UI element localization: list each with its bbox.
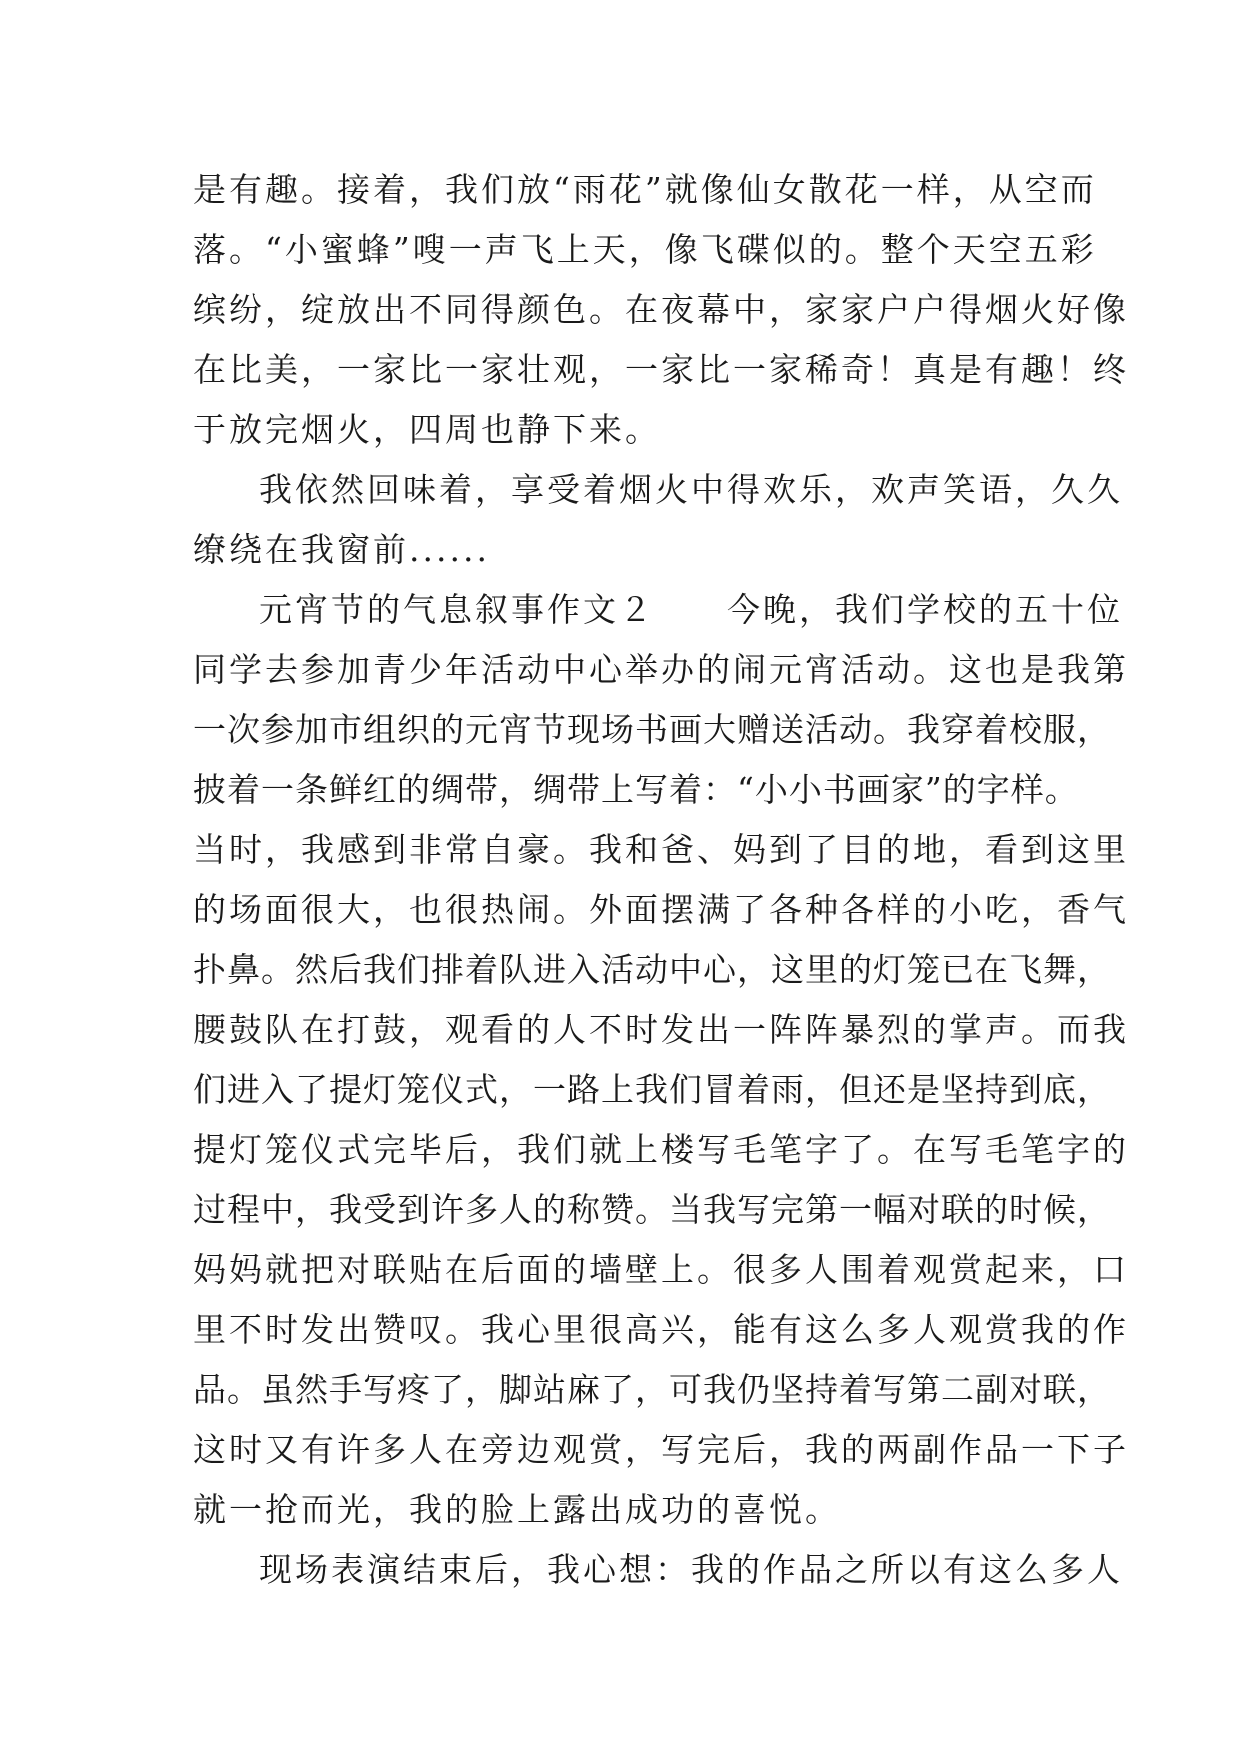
text-line: 同学去参加青少年活动中心举办的闹元宵活动。这也是我第 [193, 650, 1129, 689]
paragraph-start-line: 我依然回味着，享受着烟火中得欢乐，欢声笑语，久久 [259, 470, 1123, 509]
text-line: 品。虽然手写疼了，脚站麻了，可我仍坚持着写第二副对联， [193, 1370, 1111, 1409]
text-line: 是有趣。接着，我们放“雨花”就像仙女散花一样，从空而 [193, 170, 1097, 209]
text-line: 过程中，我受到许多人的称赞。当我写完第一幅对联的时候， [193, 1190, 1111, 1229]
text-line: 妈妈就把对联贴在后面的墙壁上。很多人围着观赏起来，口 [193, 1250, 1129, 1289]
text-line: 扑鼻。然后我们排着队进入活动中心，这里的灯笼已在飞舞， [193, 950, 1111, 989]
paragraph-start-line: 现场表演结束后，我心想：我的作品之所以有这么多人 [259, 1550, 1123, 1589]
text-line: 腰鼓队在打鼓，观看的人不时发出一阵阵暴烈的掌声。而我 [193, 1010, 1129, 1049]
text-line: 里不时发出赞叹。我心里很高兴，能有这么多人观赏我的作 [193, 1310, 1129, 1349]
text-line: 的场面很大，也很热闹。外面摆满了各种各样的小吃，香气 [193, 890, 1129, 929]
text-line: 就一抢而光，我的脸上露出成功的喜悦。 [193, 1490, 841, 1529]
text-line: 提灯笼仪式完毕后，我们就上楼写毛笔字了。在写毛笔字的 [193, 1130, 1129, 1169]
text-line: 这时又有许多人在旁边观赏，写完后，我的两副作品一下子 [193, 1430, 1129, 1469]
text-line: 缤纷，绽放出不同得颜色。在夜幕中，家家户户得烟火好像 [193, 290, 1129, 329]
text-line: 落。“小蜜蜂”嗖一声飞上天，像飞碟似的。整个天空五彩 [193, 230, 1097, 269]
essay-text [193, 160, 1129, 1600]
text-line: 当时，我感到非常自豪。我和爸、妈到了目的地，看到这里 [193, 830, 1129, 869]
text-line: 披着一条鲜红的绸带，绸带上写着：“小小书画家”的字样。 [193, 770, 1079, 809]
text-line: 缭绕在我窗前...... [193, 530, 490, 569]
text-line: 们进入了提灯笼仪式，一路上我们冒着雨，但还是坚持到底， [193, 1070, 1111, 1109]
essay-heading-line: 元宵节的气息叙事作文２ 今晚，我们学校的五十位 [259, 590, 1123, 629]
text-line: 在比美，一家比一家壮观，一家比一家稀奇！真是有趣！终 [193, 350, 1129, 389]
text-line: 一次参加市组织的元宵节现场书画大赠送活动。我穿着校服， [193, 710, 1111, 749]
text-line: 于放完烟火，四周也静下来。 [193, 410, 661, 449]
